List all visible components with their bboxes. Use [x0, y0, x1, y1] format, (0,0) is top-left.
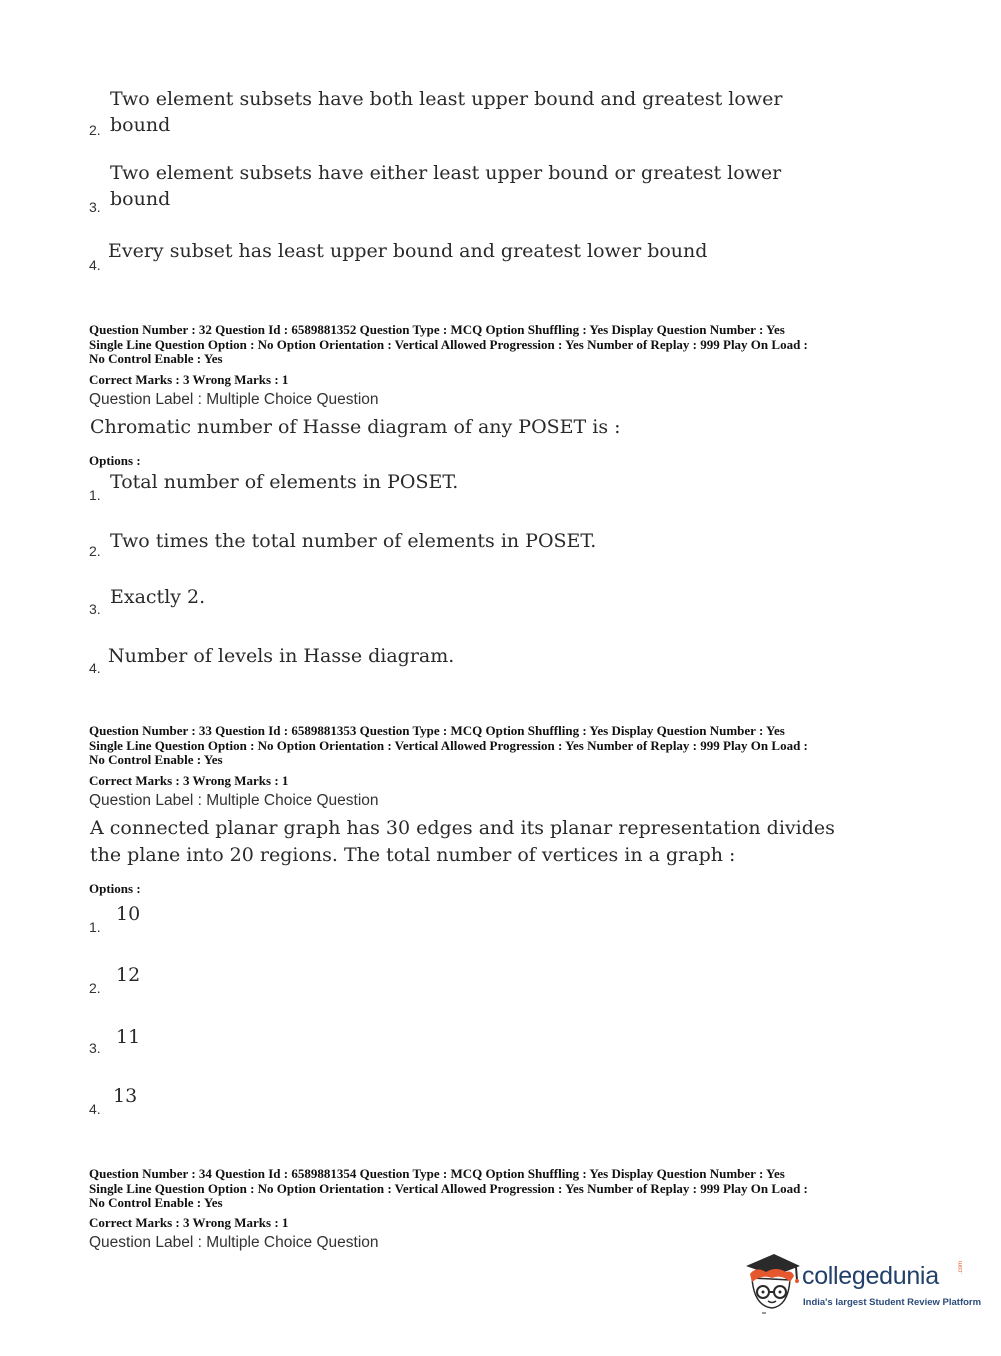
option-number: 3. [89, 1040, 101, 1056]
question-label: Question Label : Multiple Choice Question [89, 391, 379, 408]
meta-line: No Control Enable : Yes [89, 752, 223, 767]
question-marks: Correct Marks : 3 Wrong Marks : 1 [89, 773, 289, 788]
meta-line: Single Line Question Option : No Option Orientation : Vertical Allowed Progression : Yes Number of Replay : 999 Play On Load : [89, 1180, 808, 1196]
option-number: 1. [89, 487, 101, 503]
option-2-text: 12 [116, 964, 141, 986]
option-number: 2. [89, 980, 101, 996]
question-marks: Correct Marks : 3 Wrong Marks : 1 [89, 1215, 289, 1230]
option-text-line: Every subset has least upper bound and greatest lower bound [108, 240, 708, 262]
question-text [90, 815, 835, 869]
option-1-text: Total number of elements in POSET. [110, 471, 459, 493]
option-4-text: 13 [113, 1085, 138, 1107]
mascot-icon [742, 1248, 802, 1312]
option-1-text: 10 [116, 903, 141, 925]
question-label: Question Label : Multiple Choice Question [89, 792, 379, 809]
collegedunia-logo[interactable] [742, 1248, 982, 1320]
question-text-line: A connected planar graph has 30 edges and its planar representation divides [90, 817, 835, 839]
option-number: 3. [89, 601, 101, 617]
meta-line: Single Line Question Option : No Option Orientation : Vertical Allowed Progression : Yes Number of Replay : 999 Play On Load : [89, 737, 808, 753]
option-4-text: Number of levels in Hasse diagram. [108, 645, 455, 667]
meta-line: Question Number : 34 Question Id : 6589881354 Question Type : MCQ Option Shuffling : Yes Display Question Number : Yes [89, 1166, 785, 1181]
option-text-line: bound [110, 114, 171, 136]
option-number: 2. [89, 543, 101, 559]
question-text-line: Chromatic number of Hasse diagram of any POSET is : [90, 416, 621, 438]
question-marks: Correct Marks : 3 Wrong Marks : 1 [89, 372, 289, 387]
option-number: 2. [89, 122, 101, 138]
question-text [90, 414, 621, 441]
question-label: Question Label : Multiple Choice Question [89, 1234, 379, 1251]
question-meta [89, 724, 808, 768]
question-meta [89, 323, 808, 367]
option-number: 3. [89, 199, 101, 215]
meta-line: Question Number : 33 Question Id : 6589881353 Question Type : MCQ Option Shuffling : Yes Display Question Number : Yes [89, 723, 785, 738]
option-text-line: bound [110, 188, 171, 210]
option-text-line: Two element subsets have both least upper bound and greatest lower [110, 88, 783, 110]
options-heading: Options : [89, 453, 141, 468]
option-number: 4. [89, 660, 101, 676]
question-meta [89, 1167, 808, 1211]
options-heading: Options : [89, 881, 141, 896]
logo-suffix: .com [958, 1260, 964, 1274]
meta-line: Question Number : 32 Question Id : 6589881352 Question Type : MCQ Option Shuffling : Yes Display Question Number : Yes [89, 322, 785, 337]
logo-tagline: India's largest Student Review Platform [803, 1297, 982, 1308]
option-number: 4. [89, 257, 101, 273]
option-text-line: Two element subsets have either least upper bound or greatest lower [110, 162, 782, 184]
meta-line: Single Line Question Option : No Option Orientation : Vertical Allowed Progression : Yes Number of Replay : 999 Play On Load : [89, 336, 808, 352]
option-3-text: 11 [116, 1026, 141, 1048]
option-3-text: Exactly 2. [110, 586, 206, 608]
option-2-text: Two times the total number of elements in POSET. [110, 530, 597, 552]
logo-wordmark: collegedunia [802, 1262, 939, 1290]
question-text-line: the plane into 20 regions. The total number of vertices in a graph : [90, 844, 736, 866]
meta-line: No Control Enable : Yes [89, 351, 223, 366]
meta-line: No Control Enable : Yes [89, 1195, 223, 1210]
option-number: 1. [89, 919, 101, 935]
option-number: 4. [89, 1101, 101, 1117]
scan-artifact-dot [762, 1312, 766, 1314]
